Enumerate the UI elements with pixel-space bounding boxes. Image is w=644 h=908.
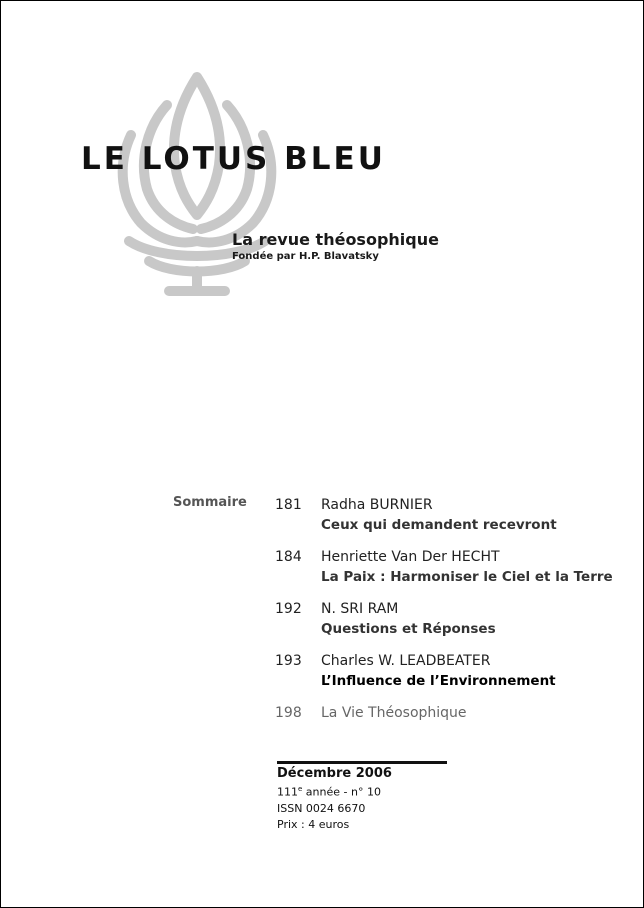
- issue-date: Décembre 2006: [277, 766, 392, 781]
- contents-article-title: L’Influence de l’Environnement: [321, 673, 556, 689]
- contents-author: Radha BURNIER: [321, 497, 433, 513]
- lotus-flower-icon: [109, 65, 285, 299]
- journal-subtitle: La revue théosophique: [232, 230, 439, 249]
- contents-author: N. SRI RAM: [321, 601, 399, 617]
- contents-page-number: 192: [275, 601, 302, 617]
- contents-article-title: La Paix : Harmoniser le Ciel et la Terre: [321, 569, 613, 585]
- contents-page-number: 181: [275, 497, 302, 513]
- issue-issn: ISSN 0024 6670: [277, 801, 366, 815]
- contents-heading: Sommaire: [173, 495, 247, 510]
- contents-page-number: 184: [275, 549, 302, 565]
- contents-article-title: Ceux qui demandent recevront: [321, 517, 557, 533]
- divider-rule: [277, 761, 447, 764]
- issue-price: Prix : 4 euros: [277, 817, 350, 831]
- issue-info: [277, 766, 392, 833]
- issue-year-number: 111e année - n° 10: [277, 785, 381, 799]
- contents-page-number: 193: [275, 653, 302, 669]
- journal-title: LE LOTUS BLEU: [81, 141, 386, 177]
- contents-author: Henriette Van Der HECHT: [321, 549, 500, 565]
- contents-page-number: 198: [275, 705, 302, 721]
- contents-section-title: La Vie Théosophique: [321, 705, 467, 721]
- journal-founder: Fondée par H.P. Blavatsky: [232, 251, 379, 262]
- contents-article-title: Questions et Réponses: [321, 621, 496, 637]
- contents-author: Charles W. LEADBEATER: [321, 653, 491, 669]
